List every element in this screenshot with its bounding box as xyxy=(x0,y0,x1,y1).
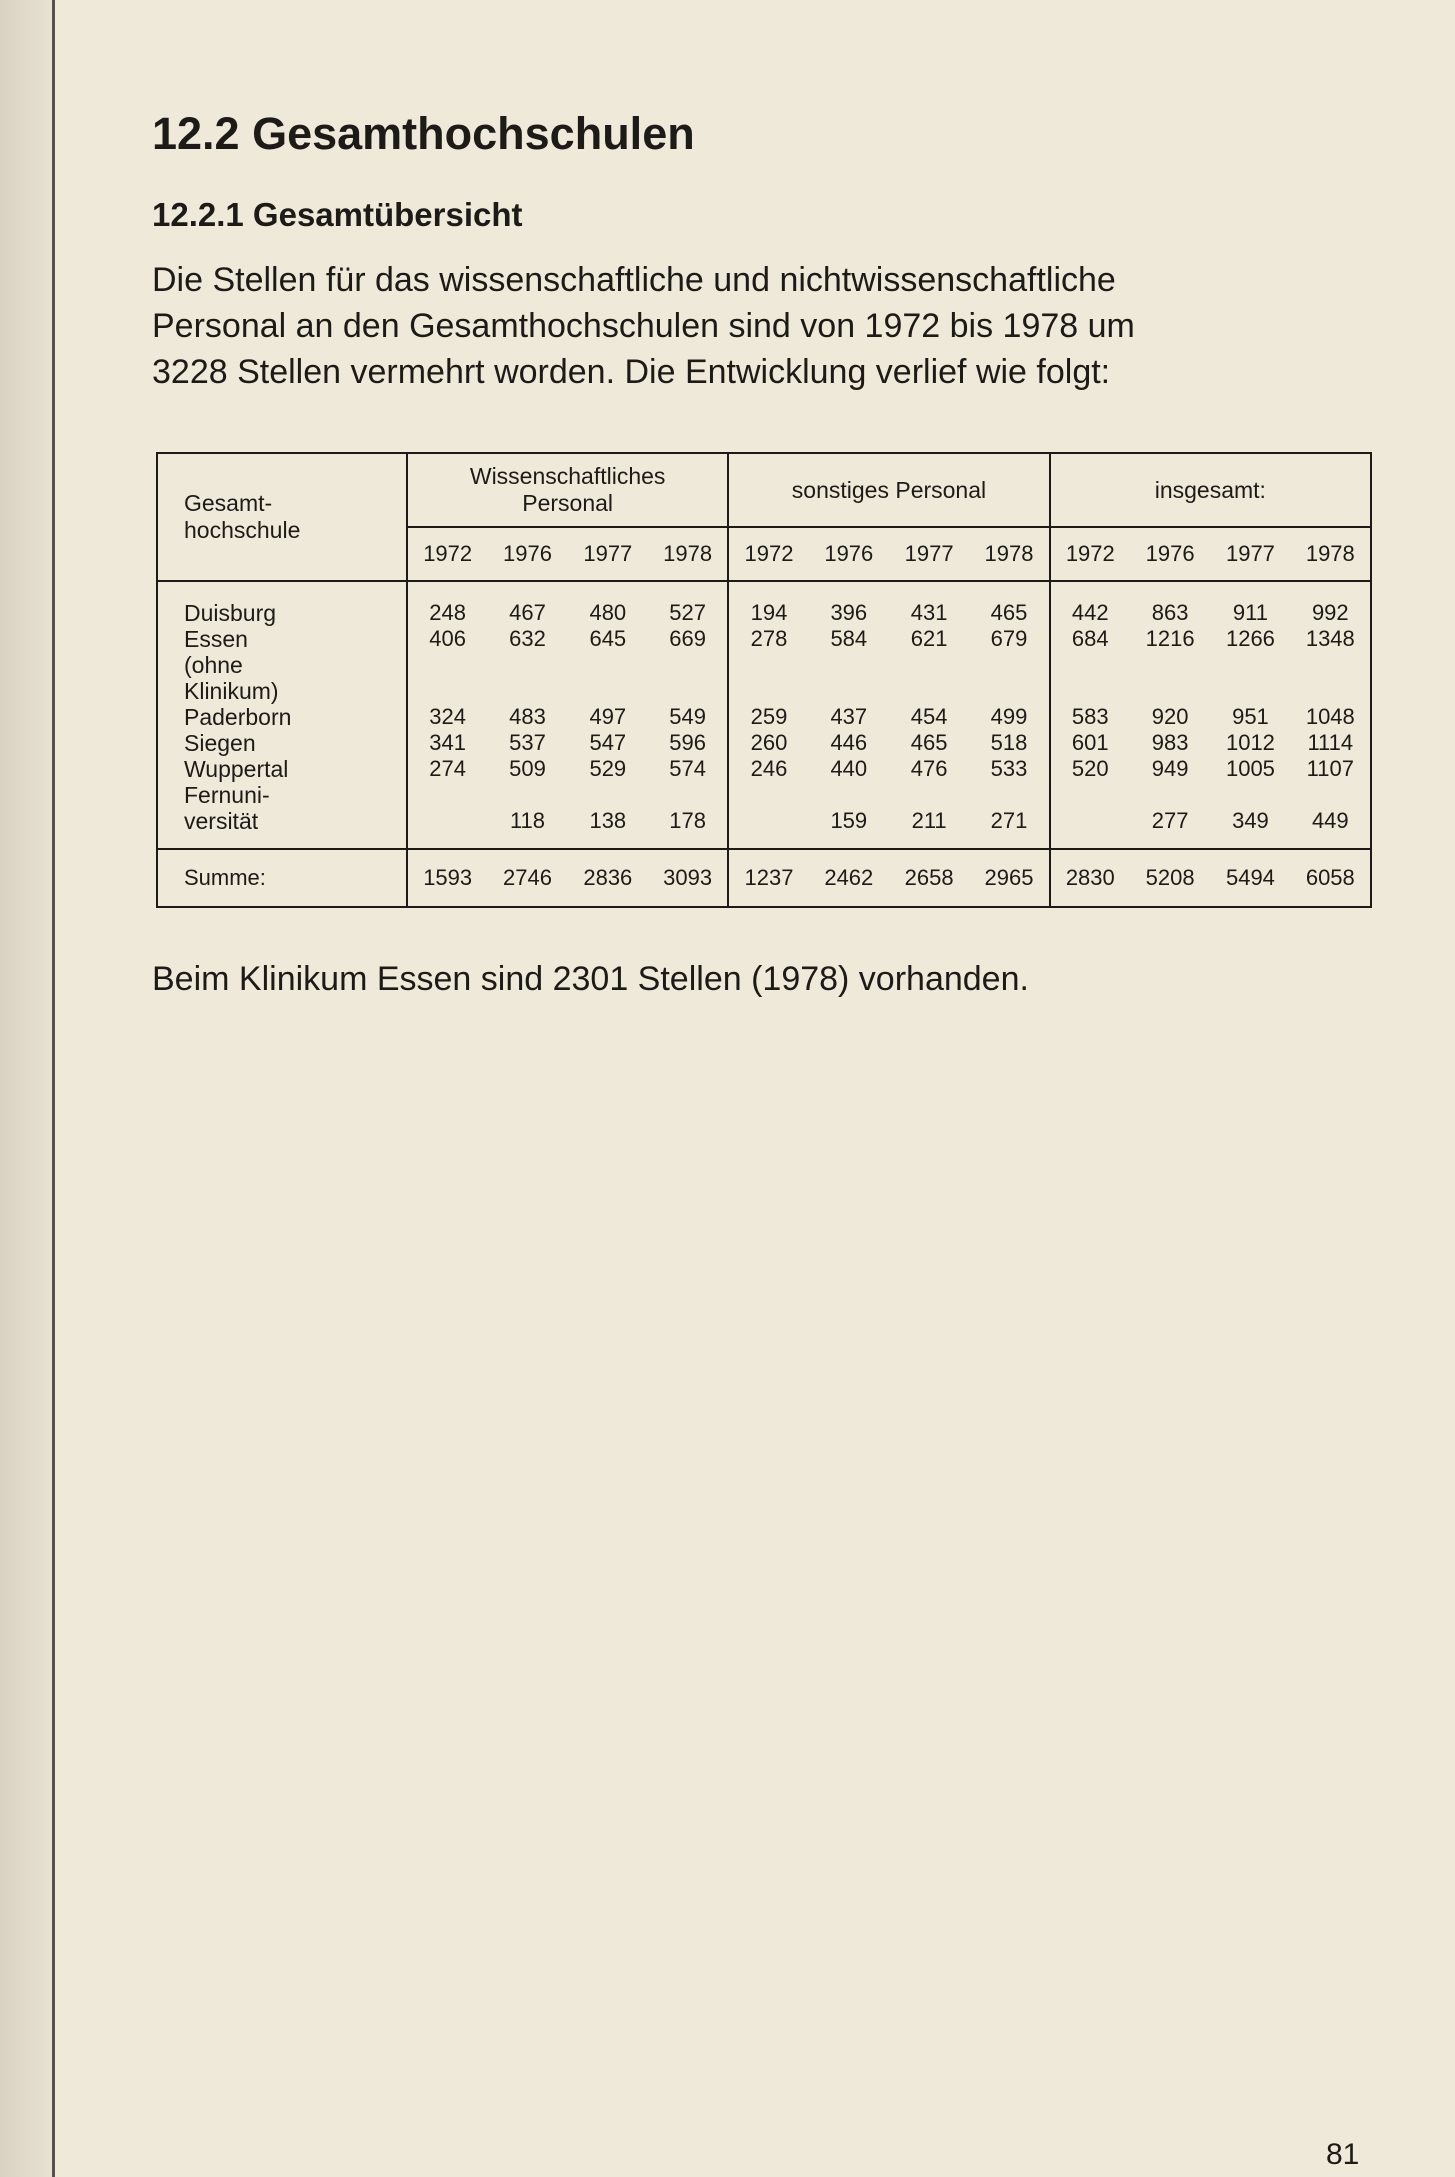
institution-names xyxy=(157,581,407,849)
group-header-wissenschaftliches-personal: Wissenschaftliches Personal xyxy=(407,453,728,527)
table-cell: 679 xyxy=(990,626,1028,651)
sum-label: Summe: xyxy=(157,849,407,907)
table-cell xyxy=(1291,782,1370,808)
table-cell: 992 xyxy=(1311,600,1349,625)
table-cell: 349 xyxy=(1232,808,1269,833)
table-cell xyxy=(889,652,969,678)
table-cell xyxy=(729,652,808,678)
value-column xyxy=(1130,581,1210,849)
table-cell: 518 xyxy=(990,730,1028,755)
table-cell: 437 xyxy=(830,704,868,729)
table-cell xyxy=(889,678,969,704)
subsection-title: 12.2.1 Gesamtübersicht xyxy=(152,196,523,233)
table-cell: 259 xyxy=(750,704,788,729)
staff-table-container xyxy=(156,452,1372,908)
table-cell: 621 xyxy=(910,626,948,651)
table-cell xyxy=(729,782,808,808)
table-cell xyxy=(1130,652,1210,678)
table-cell: 480 xyxy=(589,600,627,625)
table-cell: 949 xyxy=(1151,756,1189,781)
institution-name-line: Essen xyxy=(184,626,248,652)
table-cell: 529 xyxy=(589,756,627,781)
table-cell xyxy=(1210,678,1290,704)
table-cell xyxy=(408,782,487,808)
table-cell xyxy=(568,782,648,808)
sum-cell: 5208 xyxy=(1145,865,1195,890)
table-cell xyxy=(648,678,727,704)
table-cell: 1012 xyxy=(1225,730,1275,755)
table-cell: 951 xyxy=(1232,704,1269,729)
table-cell: 669 xyxy=(669,626,706,651)
table-cell: 684 xyxy=(1071,626,1109,651)
table-cell: 911 xyxy=(1232,600,1268,625)
table-cell: 547 xyxy=(589,730,627,755)
table-cell xyxy=(729,678,808,704)
value-column xyxy=(728,581,808,849)
table-cell: 983 xyxy=(1151,730,1189,755)
table-cell: 863 xyxy=(1151,600,1189,625)
value-column xyxy=(889,581,969,849)
table-cell: 483 xyxy=(509,704,546,729)
table-cell xyxy=(1210,652,1290,678)
table-cell: 1266 xyxy=(1225,626,1275,651)
table-cell: 520 xyxy=(1071,756,1109,781)
table-cell: 465 xyxy=(910,730,948,755)
value-column xyxy=(969,581,1049,849)
table-cell xyxy=(1291,678,1370,704)
table-cell: 574 xyxy=(669,756,706,781)
table-cell: 396 xyxy=(830,600,868,625)
table-cell: 159 xyxy=(830,808,868,833)
table-cell: 440 xyxy=(830,756,868,781)
sum-cell: 1593 xyxy=(407,849,487,907)
institution-name-line: (ohne xyxy=(184,652,243,678)
sum-cell: 2965 xyxy=(984,865,1034,890)
page-gutter-shade xyxy=(0,0,52,2177)
table-cell: 920 xyxy=(1151,704,1189,729)
table-cell: 596 xyxy=(669,730,706,755)
table-cell xyxy=(408,808,487,834)
table-cell: 632 xyxy=(509,626,546,651)
table-cell: 549 xyxy=(669,704,706,729)
table-cell: 431 xyxy=(910,600,948,625)
table-cell: 467 xyxy=(509,600,546,625)
table-cell: 645 xyxy=(589,626,627,651)
year-header: 1972 xyxy=(728,527,808,581)
table-cell: 509 xyxy=(509,756,546,781)
table-cell: 537 xyxy=(509,730,546,755)
table-cell xyxy=(1051,652,1130,678)
table-cell: 341 xyxy=(429,730,467,755)
value-column xyxy=(1210,581,1290,849)
intro-line: Personal an den Gesamthochschulen sind von 1972 bis 1978 um xyxy=(152,307,1135,345)
group-header-sonstiges-personal: sonstiges Personal xyxy=(728,453,1049,527)
table-cell xyxy=(408,652,487,678)
value-column xyxy=(407,581,487,849)
year-header: 1976 xyxy=(1145,541,1195,566)
closing-sentence: Beim Klinikum Essen sind 2301 Stellen (1978) vorhanden. xyxy=(152,960,1029,998)
table-cell: 527 xyxy=(669,600,706,625)
table-cell xyxy=(568,678,648,704)
year-header: 1978 xyxy=(663,541,713,566)
table-cell xyxy=(1130,782,1210,808)
table-cell xyxy=(969,652,1048,678)
table-cell: 442 xyxy=(1071,600,1109,625)
table-cell: 584 xyxy=(830,626,868,651)
institution-name-line: versität xyxy=(184,808,259,834)
value-column xyxy=(568,581,648,849)
sum-cell: 1237 xyxy=(728,849,808,907)
table-cell: 446 xyxy=(830,730,868,755)
institution-name-line: Fernuni- xyxy=(184,782,270,808)
intro-line: 3228 Stellen vermehrt worden. Die Entwicklung verlief wie folgt: xyxy=(152,353,1111,391)
value-column xyxy=(1050,581,1130,849)
table-cell xyxy=(809,678,889,704)
table-cell: 533 xyxy=(990,756,1028,781)
year-header: 1972 xyxy=(1050,527,1130,581)
value-column xyxy=(487,581,567,849)
table-cell: 178 xyxy=(669,808,706,833)
intro-line: Die Stellen für das wissenschaftliche und nichtwissenschaftliche xyxy=(152,261,1116,299)
table-cell: 274 xyxy=(429,756,467,781)
staff-table xyxy=(156,452,1372,908)
page-binding-edge xyxy=(52,0,55,2177)
table-cell xyxy=(969,678,1048,704)
group-header-insgesamt: insgesamt: xyxy=(1050,453,1371,527)
section-title: 12.2 Gesamthochschulen xyxy=(152,108,695,159)
sum-cell: 2830 xyxy=(1050,849,1130,907)
year-header: 1972 xyxy=(407,527,487,581)
value-column xyxy=(809,581,889,849)
year-header: 1977 xyxy=(1225,541,1275,566)
year-header: 1978 xyxy=(1305,541,1355,566)
year-header: 1978 xyxy=(984,541,1034,566)
table-cell: 601 xyxy=(1071,730,1109,755)
table-cell: 583 xyxy=(1071,704,1109,729)
institution-name-line: Wuppertal xyxy=(184,756,289,782)
table-cell: 476 xyxy=(910,756,948,781)
table-cell: 248 xyxy=(429,600,467,625)
table-cell xyxy=(568,652,648,678)
table-cell xyxy=(487,678,567,704)
table-cell xyxy=(408,678,487,704)
table-cell xyxy=(1051,678,1130,704)
table-cell xyxy=(1210,782,1290,808)
year-header: 1976 xyxy=(824,541,874,566)
table-cell: 1048 xyxy=(1305,704,1355,729)
table-cell: 465 xyxy=(990,600,1028,625)
sum-cell: 2462 xyxy=(824,865,874,890)
table-cell: 454 xyxy=(910,704,948,729)
table-cell xyxy=(1051,782,1130,808)
sum-cell: 6058 xyxy=(1305,865,1355,890)
table-cell: 497 xyxy=(589,704,627,729)
table-cell xyxy=(889,782,969,808)
table-cell: 194 xyxy=(750,600,788,625)
table-cell: 1348 xyxy=(1305,626,1355,651)
value-column xyxy=(648,581,728,849)
table-cell xyxy=(729,808,808,834)
institution-name-line: Klinikum) xyxy=(184,678,279,704)
sum-cell: 2746 xyxy=(503,865,552,890)
table-cell: 260 xyxy=(750,730,788,755)
table-cell: 277 xyxy=(1151,808,1189,833)
sum-cell: 2658 xyxy=(904,865,954,890)
table-cell: 138 xyxy=(589,808,627,833)
table-cell: 499 xyxy=(990,704,1028,729)
table-cell xyxy=(1291,652,1370,678)
table-cell: 271 xyxy=(990,808,1028,833)
institution-name-line: Siegen xyxy=(184,730,256,756)
table-cell xyxy=(1051,808,1130,834)
institution-name-line: Paderborn xyxy=(184,704,292,730)
institution-name-line: Duisburg xyxy=(184,600,277,626)
table-cell: 406 xyxy=(429,626,467,651)
table-cell: 324 xyxy=(429,704,467,729)
table-cell: 211 xyxy=(911,808,947,833)
table-cell xyxy=(809,652,889,678)
intro-paragraph xyxy=(152,257,1372,395)
table-cell xyxy=(487,782,567,808)
row-header-gesamthochschule: Gesamt- hochschule xyxy=(157,453,407,581)
year-header: 1977 xyxy=(904,541,954,566)
table-cell xyxy=(1130,678,1210,704)
sum-cell: 5494 xyxy=(1225,865,1275,890)
table-cell xyxy=(648,652,727,678)
table-cell: 1114 xyxy=(1307,730,1354,755)
year-header: 1976 xyxy=(503,541,552,566)
table-cell: 1107 xyxy=(1306,756,1354,781)
page-number: 81 xyxy=(1326,2138,1360,2171)
table-cell: 449 xyxy=(1311,808,1349,833)
sum-cell: 3093 xyxy=(663,865,713,890)
year-header: 1977 xyxy=(583,541,633,566)
table-cell xyxy=(648,782,727,808)
table-cell: 1216 xyxy=(1145,626,1195,651)
table-cell: 278 xyxy=(750,626,788,651)
table-cell xyxy=(969,782,1048,808)
value-column xyxy=(1291,581,1371,849)
table-cell: 118 xyxy=(509,808,546,833)
table-cell xyxy=(809,782,889,808)
table-cell: 1005 xyxy=(1225,756,1275,781)
sum-cell: 2836 xyxy=(583,865,633,890)
table-cell xyxy=(487,652,567,678)
table-cell: 246 xyxy=(750,756,788,781)
